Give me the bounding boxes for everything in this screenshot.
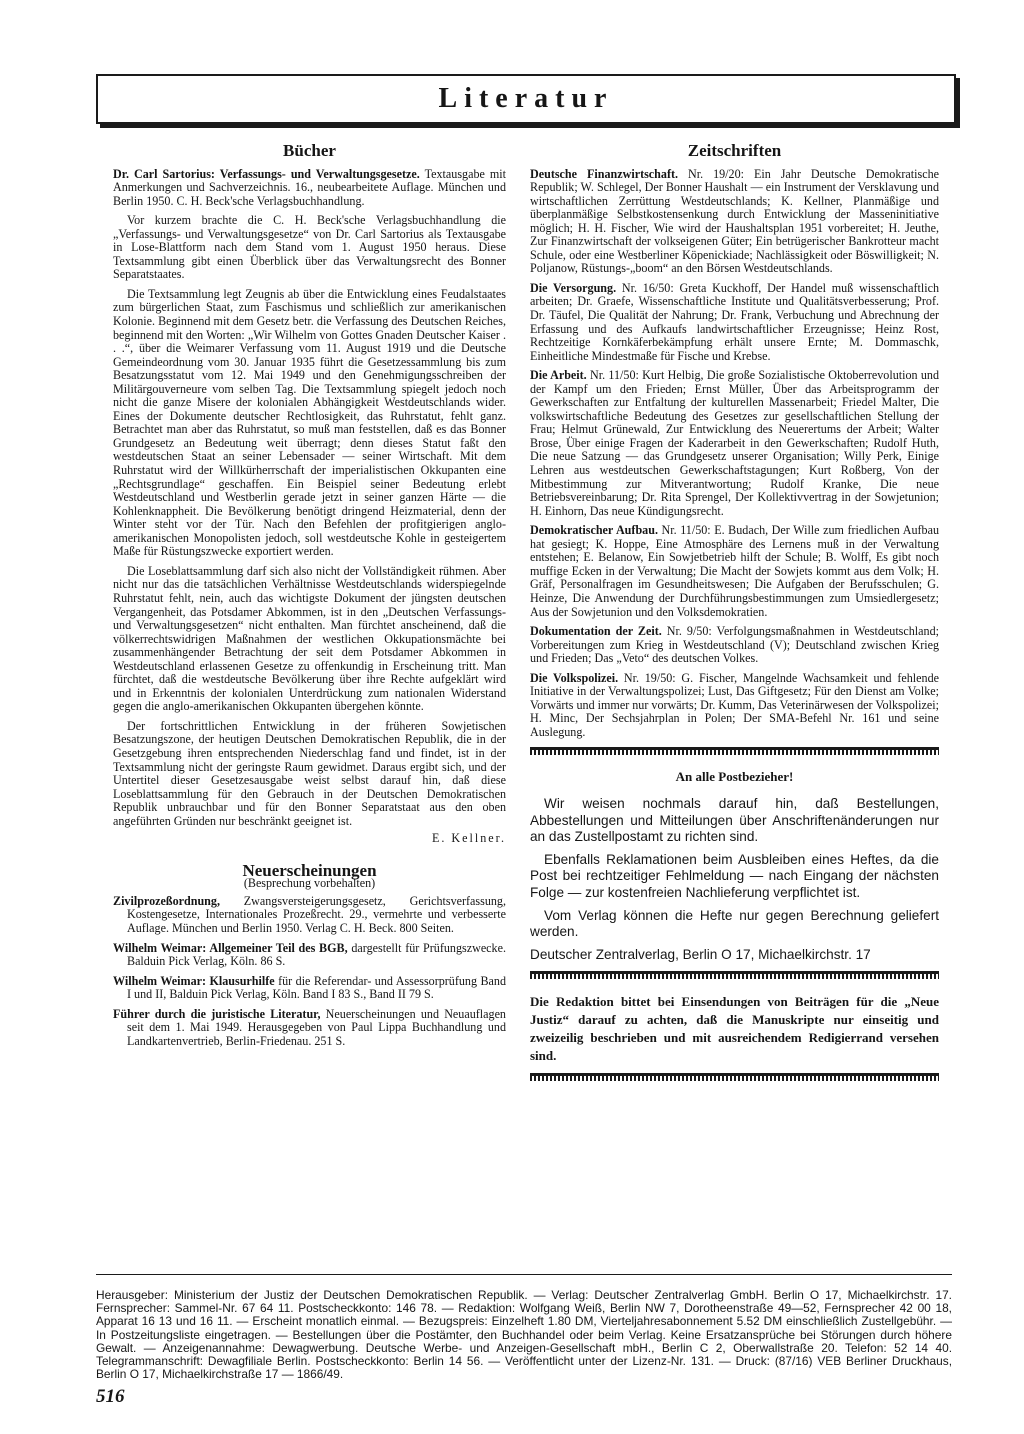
periodicals-heading: Zeitschriften bbox=[687, 141, 782, 160]
review-paragraph: Die Textsammlung legt Zeugnis ab über die Entwicklung eines Feudalstaates zum bürgerlichen Staat, zum Faschismus und schließlich zur amerikanischen Kolonie. Beginnend mit dem Gesetz betr. die Verfassung des Deutschen Reiches, beginnend mit den Worten: „Wir Wilhelm von Gottes Gnaden Deutscher Kaiser . . .“, über die Weimarer Verfassung vom 11. August 1919 und die Deutsche Gemeindeordnung vom 30. Januar 1935 führt die Gesetzessammlung bis zum Besatzungsstatut vom 12. Mai 1949 und den Genehmigungsschreiben der Militärgouverneure vom selben Tag. Die Textsammlung spiegelt jedoch noch nicht die ganze Misere der kolonialen Abhängigkeit Westdeutschlands wider. Eines der Dokumente deutscher Rechtlosigkeit, das Ruhrstatut, fehlt ganz. Betrachtet man aber das Ruhrstatut, so muß man feststellen, daß es das Bonner Grundgesetz an Bedeutung weit überragt; denn dieses Statut faßt den westdeutschen Staat an seiner Lebensader — seiner Wirtschaft. Mit dem Ruhrstatut wird der Willkürherrschaft der imperialistischen Okkupanten eine „Rechtsgrundlage“ geschaffen. Ein Beispiel seiner Bedeutung erlebt Westdeutschland und Westberlin gerade jetzt in seiner ganzen Härte — die Kohlenknappheit. Die Bevölkerung benötigt dringend Heizmaterial, denn der Winter steht vor der Tür. Nach den Befehlen der profitgierigen anglo-amerikanischen Monopolisten jedoch, soll westdeutsche Kohle in gesteigertem Maße für Rüstungszwecke exportiert werden. bbox=[113, 286, 506, 559]
periodical-entry bbox=[530, 168, 939, 276]
new-release-title: Führer durch die juristische Literatur, bbox=[113, 1006, 321, 1021]
section-divider bbox=[530, 1073, 939, 1081]
notice-title: An alle Postbezieher! bbox=[675, 769, 794, 785]
notice-address: Deutscher Zentralverlag, Berlin O 17, Michaelkirchstr. 17 bbox=[530, 946, 871, 962]
page-number: 516 bbox=[96, 1386, 125, 1407]
periodical-entry bbox=[530, 625, 939, 666]
periodical-title: Die Volkspolizei. bbox=[530, 670, 619, 685]
book-reference-title: Dr. Carl Sartorius: Verfassungs- und Verwaltungsgesetze. bbox=[113, 166, 420, 181]
new-release-title: Zivilprozeßordnung, bbox=[113, 893, 220, 908]
book-reference-details: Textausgabe mit Anmerkungen und Sachverzeichnis. 16., neubearbeitete Auflage. München und Berlin 1950. C. H. Beck'sche Verlagsbuchhandlung. bbox=[113, 166, 506, 208]
right-column bbox=[530, 140, 939, 1095]
periodical-contents: Nr. 19/20: Ein Jahr Deutsche Demokratische Republik; W. Schlegel, Der Bonner Haushalt — ein Instrument der Versklavung und wirtschaftlichen Zerrüttung Westdeutschlands; K. Kellner, Planmäßige und überplanmäßige Selbstkostensenkung durch Entwicklung der Masseninitiative möglich; H. H. Fischer, Wie wird der Haushaltsplan 1951 vorbereitet; H. Jeuthe, Zur Finanzwirtschaft der volkseigenen Güter; Ein betrügerischer Bankrotteur macht Schule, oder eine Westberliner Köpenickiade; Nachlässigkeit oder Böswilligkeit; N. Poljanow, Rüstungs-„boom“ an den Börsen Westdeutschlands. bbox=[530, 166, 940, 276]
section-divider bbox=[530, 971, 939, 979]
new-releases-note: (Besprechung vorbehalten) bbox=[243, 876, 376, 891]
periodical-title: Demokratischer Aufbau. bbox=[530, 523, 658, 538]
new-releases-heading: Neuerscheinungen bbox=[242, 860, 377, 880]
review-paragraph: Die Loseblattsammlung darf sich also nicht der Vollständigkeit rühmen. Aber nicht nur das die tatsächlichen Verhältnisse Westdeutschlands widerspiegelnde Ruhrstatut fehlt, nein, auch das wichtigste Dokument der jüngsten deutschen Vergangenheit, das Potsdamer Abkommen, ist in den „Deutschen Verfassungs- und Verwaltungsgesetzen“ nicht enthalten. Man fürchtet anscheinend, daß die völkerrechtswidrigen Maßnahmen der westlichen Okkupationsmächte bei zusammenhängender Betrachtung der seit dem Potsdamer Abkommen in Westdeutschland erlassenen Gesetze zu offenkundig in Erscheinung tritt. Man fürchtet, daß die westdeutsche Bevölkerung über ihre Rechte aufgeklärt wird und in Erkenntnis der kolonialen Unterdrückung zum nationalen Widerstand gegen die anglo-amerikanischen Okkupanten übergehen könnte. bbox=[113, 563, 506, 714]
books-heading: Bücher bbox=[283, 141, 336, 160]
imprint: Herausgeber: Ministerium der Justiz der Deutschen Demokratischen Republik. — Verlag: Deutscher Zentralverlag GmbH. Berlin O 17, Michaelkirchstr. 17. Fernsprecher: Sammel-Nr. 67 64 11. Postscheckkonto: 146 78. — Redaktion: Wolfgang Weiß, Berlin NW 7, Dorotheenstraße 49—52, Fernsprecher 42 00 18, Apparat 16 13 und 16 11. — Erscheint monatlich einmal. — Bezugspreis: Einzelheft 1.80 DM, Vierteljahresabonnement 5.52 DM einschließlich Zustellgebühr. — In Postzeitungsliste eingetragen. — Bestellungen über die Postämter, den Buchhandel oder beim Verlag. Keine Ersatzansprüche bei Störungen durch höhere Gewalt. — Anzeigenannahme: Dewagwerbung. Deutsche Werbe- und Anzeigen-Gesellschaft mbH., Berlin C 2, Oberwallstraße 20. Telefon: 52 14 40. Telegrammanschrift: Dewagfiliale Berlin. Postscheckkonto: Berlin 14 56. — Veröffentlicht unter der Lizenz-Nr. 131. — Druck: (87/16) VEB Berliner Druckhaus, Berlin O 17, Michaelkirchstraße 17 — 1866/49. bbox=[96, 1274, 952, 1381]
periodical-title: Dokumentation der Zeit. bbox=[530, 624, 662, 639]
periodical-entry bbox=[530, 524, 939, 619]
notice-paragraph: Vom Verlag können die Hefte nur gegen Berechnung geliefert werden. bbox=[530, 907, 939, 940]
new-release-item bbox=[113, 942, 506, 969]
review-paragraph: Vor kurzem brachte die C. H. Beck'sche Verlagsbuchhandlung die „Verfassungs- und Verwaltungsgesetze“ von Dr. Carl Sartorius als Textausgabe in Lose-Blattform nach dem Stand vom 1. August 1950 heraus. Diese Textsammlung gibt einen Überblick über das Verwaltungsrecht des Bonner Separatstaates. bbox=[113, 213, 506, 282]
periodical-entry bbox=[530, 672, 939, 740]
new-release-details: dargestellt für Prüfungszwecke. Balduin Pick Verlag, Köln. 86 S. bbox=[127, 940, 506, 969]
notice-paragraph: Ebenfalls Reklamationen beim Ausbleiben eines Heftes, da die Post bei rechtzeitiger Fehlmeldung — nach Eingang der nächsten Folge — zur kostenfreien Nachlieferung verpflichtet ist. bbox=[530, 851, 939, 900]
periodical-entry bbox=[530, 369, 939, 518]
section-divider bbox=[530, 747, 939, 755]
periodical-contents: Nr. 11/50: E. Budach, Der Wille zum friedlichen Aufbau hat gesiegt; K. Hoppe, Eine Atmosphäre des Lernens muß in der Verwaltung entstehen; E. Belanow, Ein Sowjetbetrieb hilft der Schule; B. Wolff, Es gibt noch muffige Ecken in der Verwaltung; Die Macht der Sowjets kommt aus dem Volk; H. Gräf, Personalfragen im Gesundheitswesen; Die Aufgaben der Berufsschulen; G. Heinze, Die Anwendung der Durchführungsbestimmungen zum Umsiedlergesetz; Aus der Sowjetunion und den Volksdemokratien. bbox=[530, 523, 939, 619]
book-reference bbox=[113, 168, 506, 209]
periodical-entry bbox=[530, 282, 939, 363]
notice-paragraph: Wir weisen nochmals darauf hin, daß Bestellungen, Abbestellungen und Mitteilungen über Anschriftenänderungen nur an das Zustellpostamt zu richten sind. bbox=[530, 796, 939, 845]
review-signature: E. Kellner. bbox=[431, 831, 506, 846]
new-release-title: Wilhelm Weimar: Klausurhilfe bbox=[113, 973, 275, 988]
new-release-item bbox=[113, 1008, 506, 1049]
periodical-contents: Nr. 16/50: Greta Kuckhoff, Der Handel muß wissenschaftlich arbeiten; Dr. Graefe, Wissenschaftliche Institute und Qualitätsverbesserung; Prof. Dr. Täufel, Die Qualität der Nahrung; Dr. Frank, Verbuchung und Abrechnung der Erfassung und des Aufkaufs landwirtschaftlicher Erzeugnisse; Heinz Rost, Rechtzeitige Kornkäferbekämpfung erhält unsere Ernte; M. Dommaschk, Einheitliche Mindestmaße für Fische und Krebse. bbox=[530, 280, 939, 363]
periodical-title: Deutsche Finanzwirtschaft. bbox=[530, 166, 679, 181]
page-title: Literatur bbox=[438, 83, 614, 114]
new-release-details: für die Referendar- und Assessorprüfung Band I und II, Balduin Pick Verlag, Köln. Band I 83 S., Band II 79 S. bbox=[127, 973, 506, 1002]
new-release-item bbox=[113, 895, 506, 936]
title-frame bbox=[96, 74, 956, 124]
new-release-details: Zwangsversteigerungsgesetz, Gerichtsverfassung, Kostengesetze, Internationales Prozeßrecht. 29., vermehrte und verbesserte Auflage. München und Berlin 1950. Verlag C. H. Beck. 800 Seiten. bbox=[127, 893, 506, 935]
periodical-contents: Nr. 9/50: Verfolgungsmaßnahmen in Westdeutschland; Vorbereitungen zum Krieg in Westdeutschland (V); Deutschland zwischen Krieg und Frieden; Das „Veto“ des deutschen Volkes. bbox=[530, 624, 939, 666]
periodical-title: Die Arbeit. bbox=[530, 368, 587, 383]
editorial-request: Die Redaktion bittet bei Einsendungen von Beiträgen für die „Neue Justiz“ darauf zu achten, daß die Manuskripte nur einseitig und zweizeilig beschrieben und mit ausreichendem Redigierrand versehen sind. bbox=[530, 994, 939, 1064]
review-paragraph: Der fortschrittlichen Entwicklung in der früheren Sowjetischen Besatzungszone, der heutigen Deutschen Demokratischen Republik, die in der Gesetzgebung ihren entsprechenden Niederschlag fand und findet, ist in der Textsammlung nicht der geringste Raum gewidmet. Daraus ergibt sich, und der Untertitel dieser Gesetzesausgabe weist selbst darauf hin, daß diese Loseblattsammlung für den Gebrauch in der Deutschen Demokratischen Republik unbrauchbar und für den Bonner Separatstaat aus den oben angeführten Gründen nur beschränkt geeignet ist. bbox=[113, 718, 506, 828]
new-release-details: Neuerscheinungen und Neuauflagen seit dem 1. Mai 1949. Herausgegeben von Paul Lippa Buchhandlung und Landkartenvertrieb, Berlin-Friedenau. 251 S. bbox=[127, 1006, 506, 1048]
periodical-contents: Nr. 11/50: Kurt Helbig, Die große Sozialistische Oktoberrevolution und der Kampf um den Frieden; Ernst Müller, Über das Arbeitsprogramm der Gewerkschaften zur Entfaltung der kulturellen Massenarbeit; Friedel Malter, Die volkswirtschaftliche Bedeutung des Gesetzes zur gesellschaftlichen Stellung der Frau; Helmut Grünewald, Zur Entwicklung des Neuerertums der Arbeit; Walter Brose, Über einige Fragen der Kaderarbeit in den Gewerkschaften; Rudolf Huth, Die neue Satzung — das Grundgesetz unserer Organisation; Willy Perk, Einige Lehren aus westdeutschen Gewerkschaftstagungen; Kurt Roßberg, Von der Mitbestimmung zur Mitverantwortung; Rudolf Kranke, Die neue Betriebsvereinbarung; Dr. Rita Sprengel, Der Kollektivvertrag in der Sowjetunion; H. Einhorn, Das neue Kündigungsrecht. bbox=[530, 368, 939, 518]
new-release-title: Wilhelm Weimar: Allgemeiner Teil des BGB, bbox=[113, 940, 348, 955]
periodical-contents: Nr. 19/50: G. Fischer, Mangelnde Wachsamkeit und fehlende Initiative in der Verwaltungspolizei; Lust, Das Giftgesetz; Für den Dienst am Volke; Vorwärts und immer nur vorwärts; Dr. Kumm, Das Veterinärwesen der Volkspolizei; H. Minc, Der Sechsjahrplan in Polen; Der SMA-Befehl Nr. 161 und seine Auslegung. bbox=[530, 670, 939, 739]
new-release-item bbox=[113, 975, 506, 1002]
left-column bbox=[113, 140, 506, 1054]
periodical-title: Die Versorgung. bbox=[530, 280, 617, 295]
subscriber-notice bbox=[530, 769, 939, 963]
